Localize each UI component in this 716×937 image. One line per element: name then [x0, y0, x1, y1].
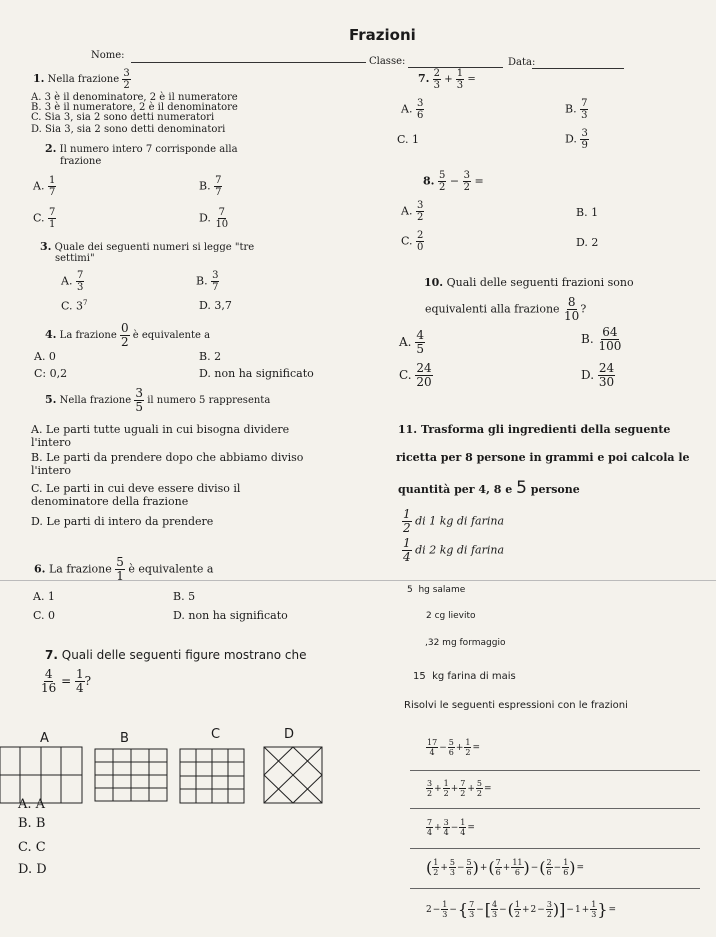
answer-line-1[interactable]	[410, 770, 700, 771]
q8-option-b[interactable]: B. 1	[576, 206, 599, 219]
q1-option-b[interactable]: B. 3 è il numeratore, 2 è il denominatore	[31, 102, 238, 113]
q3-option-c[interactable]: C. $3^7$	[61, 299, 88, 313]
q3-option-a[interactable]: A. $\frac{7}{3}$	[61, 270, 84, 293]
q11-flour2: $\frac{1}{4}$ di 2 kg di farina	[403, 536, 504, 564]
q1-text: 1. Nella frazione $\frac{3}{2}$	[33, 68, 130, 91]
q1-option-d[interactable]: D. Sia 3, sia 2 sono detti denominatori	[31, 124, 226, 135]
name-label: Nome:	[91, 50, 125, 61]
q8-option-c[interactable]: C. $\frac{2}{0}$	[401, 230, 424, 253]
q7r-option-d[interactable]: D. $\frac{3}{9}$	[565, 128, 588, 151]
q3-option-b[interactable]: B. $\frac{3}{7}$	[196, 270, 219, 293]
q5-option-d[interactable]: D. Le parti di intero da prendere	[31, 515, 214, 528]
q7r-option-b[interactable]: B. $\frac{7}{3}$	[565, 98, 588, 121]
q5-option-b[interactable]: B. Le parti da prendere dopo che abbiamo diviso l'intero	[31, 451, 304, 477]
expression-3: $\frac{7}{4}$ + $\frac{3}{4}$ − $\frac{1}{4}$ =	[427, 818, 475, 837]
q1-option-a[interactable]: A. 3 è il denominatore, 2 è il numeratore	[31, 92, 238, 103]
q6-option-a[interactable]: A. 1	[33, 590, 55, 603]
q2-option-a[interactable]: A. $\frac{1}{7}$	[33, 175, 56, 198]
q6-option-c[interactable]: C. 0	[33, 609, 56, 622]
q2-option-d[interactable]: D. $\frac{7}{10}$	[199, 207, 229, 230]
q11-item-farina: 15 kg farina di mais	[413, 671, 516, 682]
q11-text: 11. Trasforma gli ingredienti della seguente	[398, 423, 671, 436]
answer-line-2[interactable]	[410, 808, 700, 809]
q4-option-c[interactable]: C: 0,2	[34, 367, 68, 380]
q11-item-salame: 5 hg salame	[407, 585, 466, 595]
date-line[interactable]	[532, 68, 624, 69]
q10-option-d[interactable]: D. $\frac{24}{30}$	[581, 361, 615, 389]
expression-5: 2− $\frac{1}{3}$ −{ $\frac{7}{3}$ −[ $\frac{4}{3}$ −( $\frac{1}{2}$ +2− $\frac{3}{2}$ )]−1+ $\frac{1}{3}$ }=	[426, 900, 617, 919]
q7-equation: $\frac{4}{16}$ = $\frac{1}{4}$ ?	[41, 667, 92, 695]
q5-option-a[interactable]: A. Le parti tutte uguali in cui bisogna dividere l'intero	[31, 423, 290, 449]
q7-option-a[interactable]: A. A	[18, 797, 46, 812]
q6-text: 6. La frazione $\frac{5}{1}$ è equivalente a	[34, 555, 214, 583]
q4-option-b[interactable]: B. 2	[199, 350, 222, 363]
q11-text2: ricetta per 8 persone in grammi e poi calcola le	[396, 451, 690, 464]
name-line[interactable]	[131, 62, 366, 63]
page-title: Frazioni	[349, 26, 416, 44]
fraction-figures	[0, 745, 330, 805]
q3-text: 3. Quale dei seguenti numeri si legge "tre	[40, 240, 255, 253]
q10-option-c[interactable]: C. $\frac{24}{20}$	[399, 361, 432, 389]
figure-c	[180, 749, 244, 803]
class-label: Classe:	[369, 56, 406, 67]
q11-item-formaggio: ,32 mg formaggio	[425, 638, 506, 648]
q11-text3: quantità per 4, 8 e 5 persone	[398, 478, 580, 498]
answer-line-3[interactable]	[410, 848, 700, 849]
q8-option-a[interactable]: A. $\frac{3}{2}$	[401, 200, 424, 223]
q10-text2: equivalenti alla frazione $\frac{8}{10}$ ?	[425, 295, 587, 323]
q2-text2: frazione	[60, 156, 102, 167]
q4-option-d[interactable]: D. non ha significato	[199, 367, 314, 380]
q11-item-lievito: 2 cg lievito	[426, 611, 476, 621]
answer-line-4[interactable]	[410, 888, 700, 889]
q10-text: 10. Quali delle seguenti frazioni sono	[424, 276, 634, 289]
expression-4: ( $\frac{1}{2}$ + $\frac{5}{3}$ − $\frac{5}{6}$ )+( $\frac{7}{6}$ + $\frac{11}{6}$ )−( $\frac{2}{6}$ − $\frac{1}{6}$ )=	[426, 858, 585, 877]
fig-label-a: A	[40, 731, 49, 746]
q8-text: 8. $\frac{5}{2}$ − $\frac{3}{2}$ =	[423, 170, 484, 193]
figure-a	[0, 747, 82, 803]
figure-d	[264, 747, 322, 803]
q5-text: 5. Nella frazione $\frac{3}{5}$ il numero 5 rappresenta	[45, 386, 271, 414]
figure-b	[95, 749, 167, 801]
expr-title: Risolvi le seguenti espressioni con le frazioni	[404, 700, 628, 711]
q10-option-a[interactable]: A. $\frac{4}{5}$	[399, 328, 424, 356]
q5-option-c[interactable]: C. Le parti in cui deve essere diviso il denominatore della frazione	[31, 482, 241, 508]
q7r-option-c[interactable]: C. 1	[397, 133, 420, 146]
divider	[0, 580, 716, 581]
q2-option-c[interactable]: C. $\frac{7}{1}$	[33, 207, 56, 230]
q7-text: 7. Quali delle seguenti figure mostrano che	[45, 648, 307, 662]
q11-flour1: $\frac{1}{2}$ di 1 kg di farina	[403, 507, 504, 535]
q8-option-d[interactable]: D. 2	[576, 236, 599, 249]
q7-option-b[interactable]: B. B	[18, 816, 46, 831]
fig-label-d: D	[284, 727, 295, 742]
expression-2: $\frac{3}{2}$ + $\frac{1}{2}$ + $\frac{7}{2}$ + $\frac{5}{2}$ =	[427, 779, 492, 798]
q2-option-b[interactable]: B. $\frac{7}{7}$	[199, 175, 222, 198]
q1-option-c[interactable]: C. Sia 3, sia 2 sono detti numeratori	[31, 112, 215, 123]
fig-label-c: C	[211, 727, 221, 742]
fig-label-b: B	[120, 731, 129, 746]
date-label: Data:	[508, 57, 536, 68]
q7r-option-a[interactable]: A. $\frac{3}{6}$	[401, 98, 424, 121]
q7r-text: 7. $\frac{2}{3}$ + $\frac{1}{3}$ =	[418, 68, 476, 91]
q4-text: 4. La frazione $\frac{0}{2}$ è equivalente a	[45, 321, 211, 349]
q6-option-b[interactable]: B. 5	[173, 590, 196, 603]
q3-text2: settimi"	[55, 253, 95, 264]
q6-option-d[interactable]: D. non ha significato	[173, 609, 288, 622]
q3-option-d[interactable]: D. 3,7	[199, 299, 232, 312]
q4-option-a[interactable]: A. 0	[34, 350, 56, 363]
q10-option-b[interactable]: B. $\frac{64}{100}$	[581, 325, 622, 353]
q7-option-c[interactable]: C. C	[18, 840, 46, 855]
q7-option-d[interactable]: D. D	[18, 862, 47, 877]
expression-1: $\frac{17}{4}$ − $\frac{5}{6}$ + $\frac{1}{2}$ =	[427, 738, 481, 757]
q2-text: 2. Il numero intero 7 corrisponde alla	[45, 142, 238, 155]
